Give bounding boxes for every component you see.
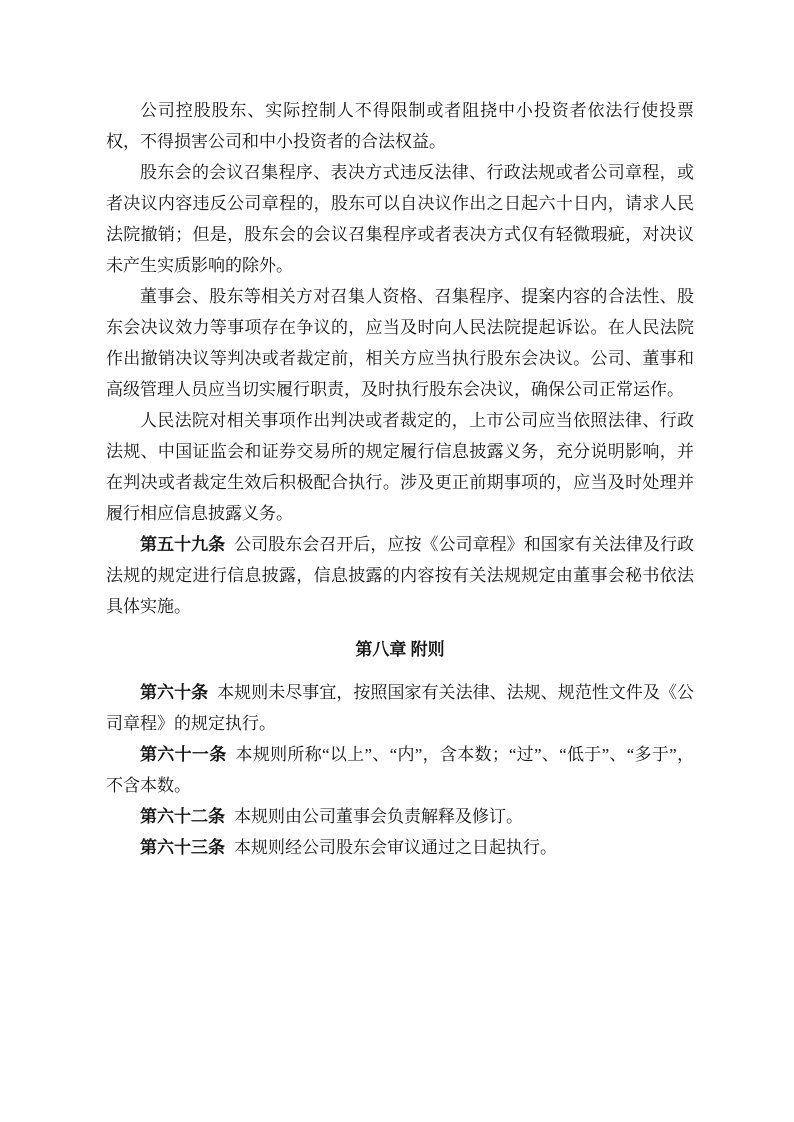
article-59 [106,529,694,622]
article-60-text: 本规则未尽事宜，按照国家有关法律、法规、规范性文件及《公司章程》的规定执行。 [106,683,695,733]
article-60 [106,677,694,739]
article-59-term: 第五十九条 [140,535,226,554]
paragraph-dispute-litigation: 董事会、股东等相关方对召集人资格、召集程序、提案内容的合法性、股东会决议效力等事项存在争议的，应当及时向人民法院提起诉讼。在人民法院作出撤销决议等判决或者裁定前，相关方应当执行股东会决议。公司、董事和高级管理人员应当切实履行职责，及时执行股东会决议，确保公司正常运作。 [106,287,694,399]
article-63-text: 本规则经公司股东会审议通过之日起执行。 [234,838,557,857]
article-62 [106,801,694,832]
chapter-8-heading: 第八章 附则 [355,640,445,659]
article-60-term: 第六十条 [140,683,209,702]
article-62-term: 第六十二条 [140,807,225,826]
paragraph-controlling-shareholder: 公司控股股东、实际控制人不得限制或者阻挠中小投资者依法行使投票权，不得损害公司和中小投资者的合法权益。 [106,101,694,151]
article-61-text: 本规则所称“以上”、“内”，含本数；“过”、“低于”、“多于”，不含本数。 [106,745,695,795]
article-59-text: 公司股东会召开后，应按《公司章程》和国家有关法律及行政法规的规定进行信息披露，信息披露的内容按有关法规规定由董事会秘书依法具体实施。 [106,535,695,616]
article-61 [106,739,694,801]
document-body [106,95,694,863]
paragraph-meeting-procedure-violation: 股东会的会议召集程序、表决方式违反法律、行政法规或者公司章程，或者决议内容违反公司章程的，股东可以自决议作出之日起六十日内，请求人民法院撤销；但是，股东会的会议召集程序或者表决方式仅有轻微瑕疵，对决议未产生实质影响的除外。 [106,163,694,275]
paragraph-court-ruling-disclosure: 人民法院对相关事项作出判决或者裁定的，上市公司应当依照法律、行政法规、中国证监会和证券交易所的规定履行信息披露义务，充分说明影响，并在判决或者裁定生效后积极配合执行。涉及更正前期事项的，应当及时处理并履行相应信息披露义务。 [106,411,694,523]
article-61-term: 第六十一条 [140,745,227,764]
article-63-term: 第六十三条 [140,838,225,857]
article-62-text: 本规则由公司董事会负责解释及修订。 [234,807,523,826]
article-63 [106,832,694,863]
